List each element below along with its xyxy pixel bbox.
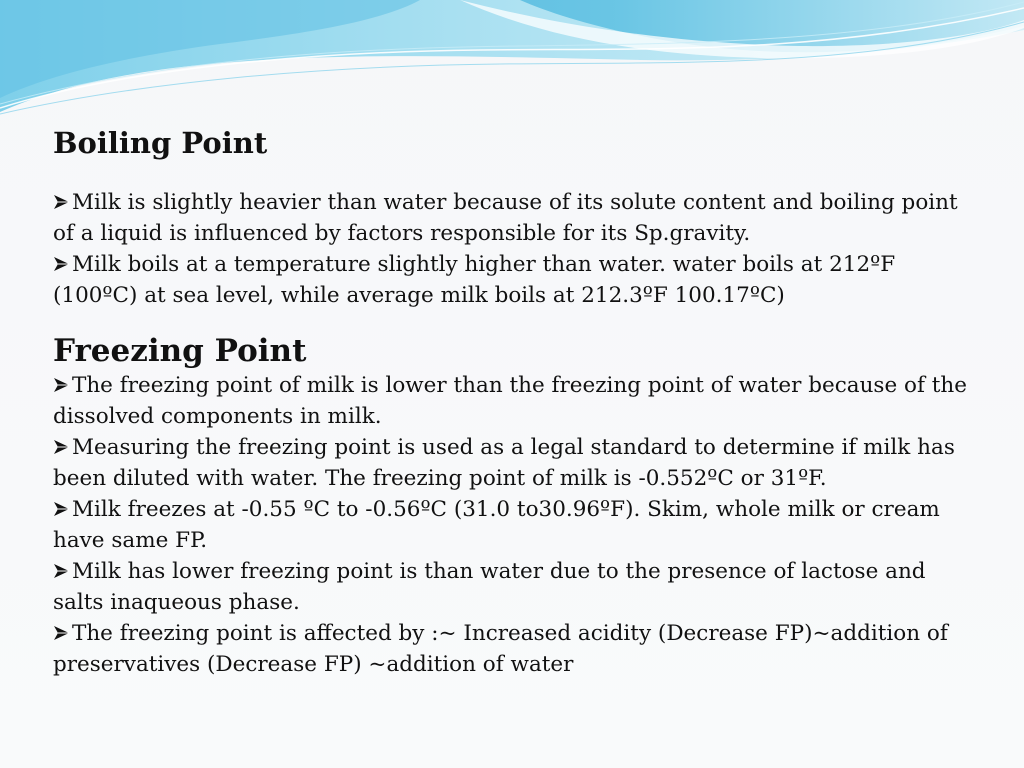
- bullet-text: The freezing point is affected by :~ Increased acidity (Decrease FP)~addition of preservatives (Decrease FP) ~addition of water: [53, 620, 948, 677]
- freezing-point-heading: Freezing Point: [53, 332, 307, 369]
- arrow-bullet-icon: [53, 256, 71, 272]
- arrow-bullet-icon: [53, 501, 71, 517]
- bullet-item: [53, 494, 978, 556]
- slide-content: [53, 124, 978, 680]
- boiling-point-heading: Boiling Point: [53, 126, 268, 160]
- bullet-item: [53, 370, 978, 432]
- arrow-bullet-icon: [53, 563, 71, 579]
- bullet-text: Milk boils at a temperature slightly higher than water. water boils at 212ºF (100ºC) at sea level, while average milk boils at 212.3ºF 100.17ºC): [53, 251, 896, 308]
- bullet-text: Measuring the freezing point is used as a legal standard to determine if milk has been diluted with water. The freezing point of milk is -0.552ºC or 31ºF.: [53, 434, 955, 491]
- arrow-bullet-icon: [53, 625, 71, 641]
- bullet-text: Milk freezes at -0.55 ºC to -0.56ºC (31.0 to30.96ºF). Skim, whole milk or cream have same FP.: [53, 496, 940, 553]
- arrow-bullet-icon: [53, 377, 71, 393]
- arrow-bullet-icon: [53, 194, 71, 210]
- bullet-text: Milk has lower freezing point is than water due to the presence of lactose and salts inaqueous phase.: [53, 558, 926, 615]
- header-wave-decoration: [0, 0, 1024, 120]
- arrow-bullet-icon: [53, 439, 71, 455]
- bullet-item: [53, 249, 978, 311]
- freezing-point-bullet-list: [53, 370, 978, 680]
- bullet-text: Milk is slightly heavier than water because of its solute content and boiling point of a liquid is influenced by factors responsible for its Sp.gravity.: [53, 189, 958, 246]
- bullet-item: [53, 556, 978, 618]
- bullet-item: [53, 432, 978, 494]
- boiling-point-bullet-list: [53, 187, 978, 311]
- bullet-text: The freezing point of milk is lower than the freezing point of water because of the dissolved components in milk.: [53, 372, 967, 429]
- bullet-item: [53, 618, 978, 680]
- bullet-item: [53, 187, 978, 249]
